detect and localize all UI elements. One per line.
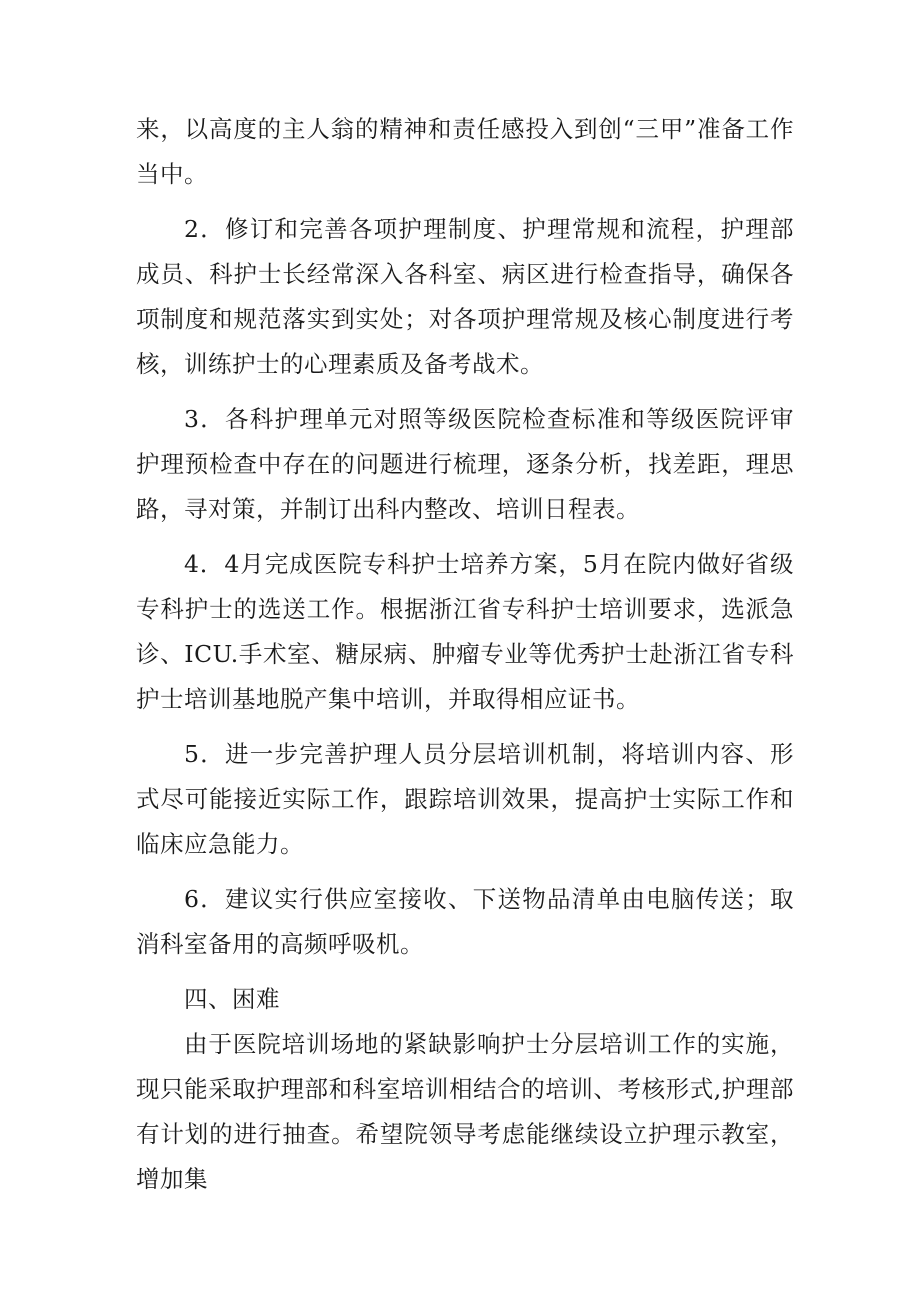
paragraph-item-6: 6．建议实行供应室接收、下送物品清单由电脑传送；取消科室备用的高频呼吸机。 <box>136 885 794 958</box>
paragraph-continuation: 来，以高度的主人翁的精神和责任感投入到创“三甲”准备工作当中。 <box>136 115 794 188</box>
paragraph-difficulties-body: 由于医院培训场地的紧缺影响护士分层培训工作的实施，现只能采取护理部和科室培训相结合的培训、考核形式,护理部有计划的进行抽查。希望院领导考虑能继续设立护理示教室，增加集 <box>136 1030 794 1193</box>
section-heading-difficulties: 四、困难 <box>184 985 280 1013</box>
paragraph-item-2: 2．修订和完善各项护理制度、护理常规和流程，护理部成员、科护士长经常深入各科室、病区进行检查指导，确保各项制度和规范落实到实处；对各项护理常规及核心制度进行考核，训练护士的心理素质及备考战术。 <box>136 215 794 378</box>
paragraph-item-5: 5．进一步完善护理人员分层培训机制，将培训内容、形式尽可能接近实际工作，跟踪培训效果，提高护士实际工作和临床应急能力。 <box>136 740 794 858</box>
paragraph-item-4: 4．4月完成医院专科护士培养方案，5月在院内做好省级专科护士的选送工作。根据浙江省专科护士培训要求，选派急诊、ICU.手术室、糖尿病、肿瘤专业等优秀护士赴浙江省专科护士培训基地脱产集中培训，并取得相应证书。 <box>136 550 794 713</box>
document-body <box>136 107 794 1202</box>
paragraph-item-3: 3．各科护理单元对照等级医院检查标准和等级医院评审护理预检查中存在的问题进行梳理，逐条分析，找差距，理思路，寻对策，并制订出科内整改、培训日程表。 <box>136 405 794 523</box>
